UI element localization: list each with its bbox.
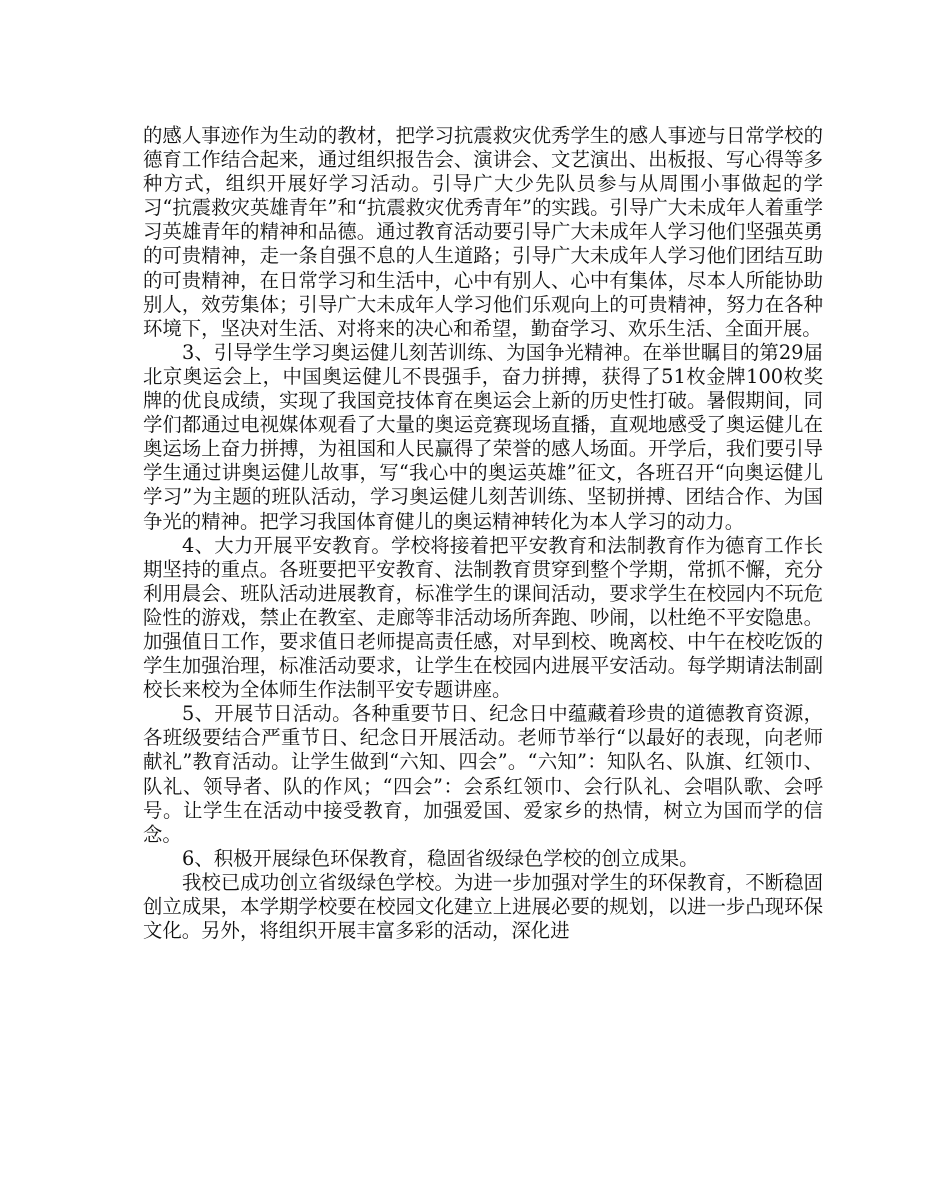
document-body bbox=[143, 124, 823, 943]
paragraph-green-school: 我校已成功创立省级绿色学校。为进一步加强对学生的环保教育，不断稳固创立成果，本学期学校要在校园文化建立上进展必要的规划，以进一步凸现环保文化。另外，将组织开展丰富多彩的活动，深化进 bbox=[143, 870, 823, 943]
paragraph-continued-moral-education: 的感人事迹作为生动的教材，把学习抗震救灾优秀学生的感人事迹与日常学校的德育工作结合起来，通过组织报告会、演讲会、文艺演出、出板报、写心得等多种方式，组织开展好学习活动。引导广大少先队员参与从周围小事做起的学习“抗震救灾英雄青年”和“抗震救灾优秀青年”的实践。引导广大未成年人着重学习英雄青年的精神和品德。通过教育活动要引导广大未成年人学习他们坚强英勇的可贵精神，走一条自强不息的人生道路；引导广大未成年人学习他们团结互助的可贵精神，在日常学习和生活中，心中有别人、心中有集体，尽本人所能协助别人，效劳集体；引导广大未成年人学习他们乐观向上的可贵精神，努力在各种环境下，坚决对生活、对将来的决心和希望，勤奋学习、欢乐生活、全面开展。 bbox=[143, 124, 823, 340]
paragraph-festival-activities: 5、开展节日活动。各种重要节日、纪念日中蕴藏着珍贵的道德教育资源，各班级要结合严重节日、纪念日开展活动。老师节举行“以最好的表现，向老师献礼”教育活动。让学生做到“六知、四会”。“六知”：知队名、队旗、红领巾、队礼、领导者、队的作风；“四会”：会系红领巾、会行队礼、会唱队歌、会呼号。让学生在活动中接受教育，加强爱国、爱家乡的热情，树立为国而学的信念。 bbox=[143, 702, 823, 846]
paragraph-olympic-spirit: 3、引导学生学习奥运健儿刻苦训练、为国争光精神。在举世瞩目的第29届北京奥运会上，中国奥运健儿不畏强手，奋力拼搏，获得了51枚金牌100枚奖牌的优良成绩，实现了我国竞技体育在奥运会上新的历史性打破。暑假期间，同学们都通过电视媒体观看了大量的奥运竞赛现场直播，直观地感受了奥运健儿在奥运场上奋力拼搏，为祖国和人民赢得了荣誉的感人场面。开学后，我们要引导学生通过讲奥运健儿故事，写“我心中的奥运英雄”征文，各班召开“向奥运健儿学习”为主题的班队活动，学习奥运健儿刻苦训练、坚韧拼搏、团结合作、为国争光的精神。把学习我国体育健儿的奥运精神转化为本人学习的动力。 bbox=[143, 340, 823, 533]
paragraph-green-education-heading: 6、积极开展绿色环保教育，稳固省级绿色学校的创立成果。 bbox=[182, 846, 699, 870]
paragraph-safety-education: 4、大力开展平安教育。学校将接着把平安教育和法制教育作为德育工作长期坚持的重点。各班要把平安教育、法制教育贯穿到整个学期，常抓不懈，充分利用晨会、班队活动进展教育，标准学生的课间活动，要求学生在校园内不玩危险性的游戏，禁止在教室、走廊等非活动场所奔跑、吵闹，以杜绝不平安隐患。加强值日工作，要求值日老师提高责任感，对早到校、晚离校、中午在校吃饭的学生加强治理，标准活动要求，让学生在校园内进展平安活动。每学期请法制副校长来校为全体师生作法制平安专题讲座。 bbox=[143, 533, 823, 702]
